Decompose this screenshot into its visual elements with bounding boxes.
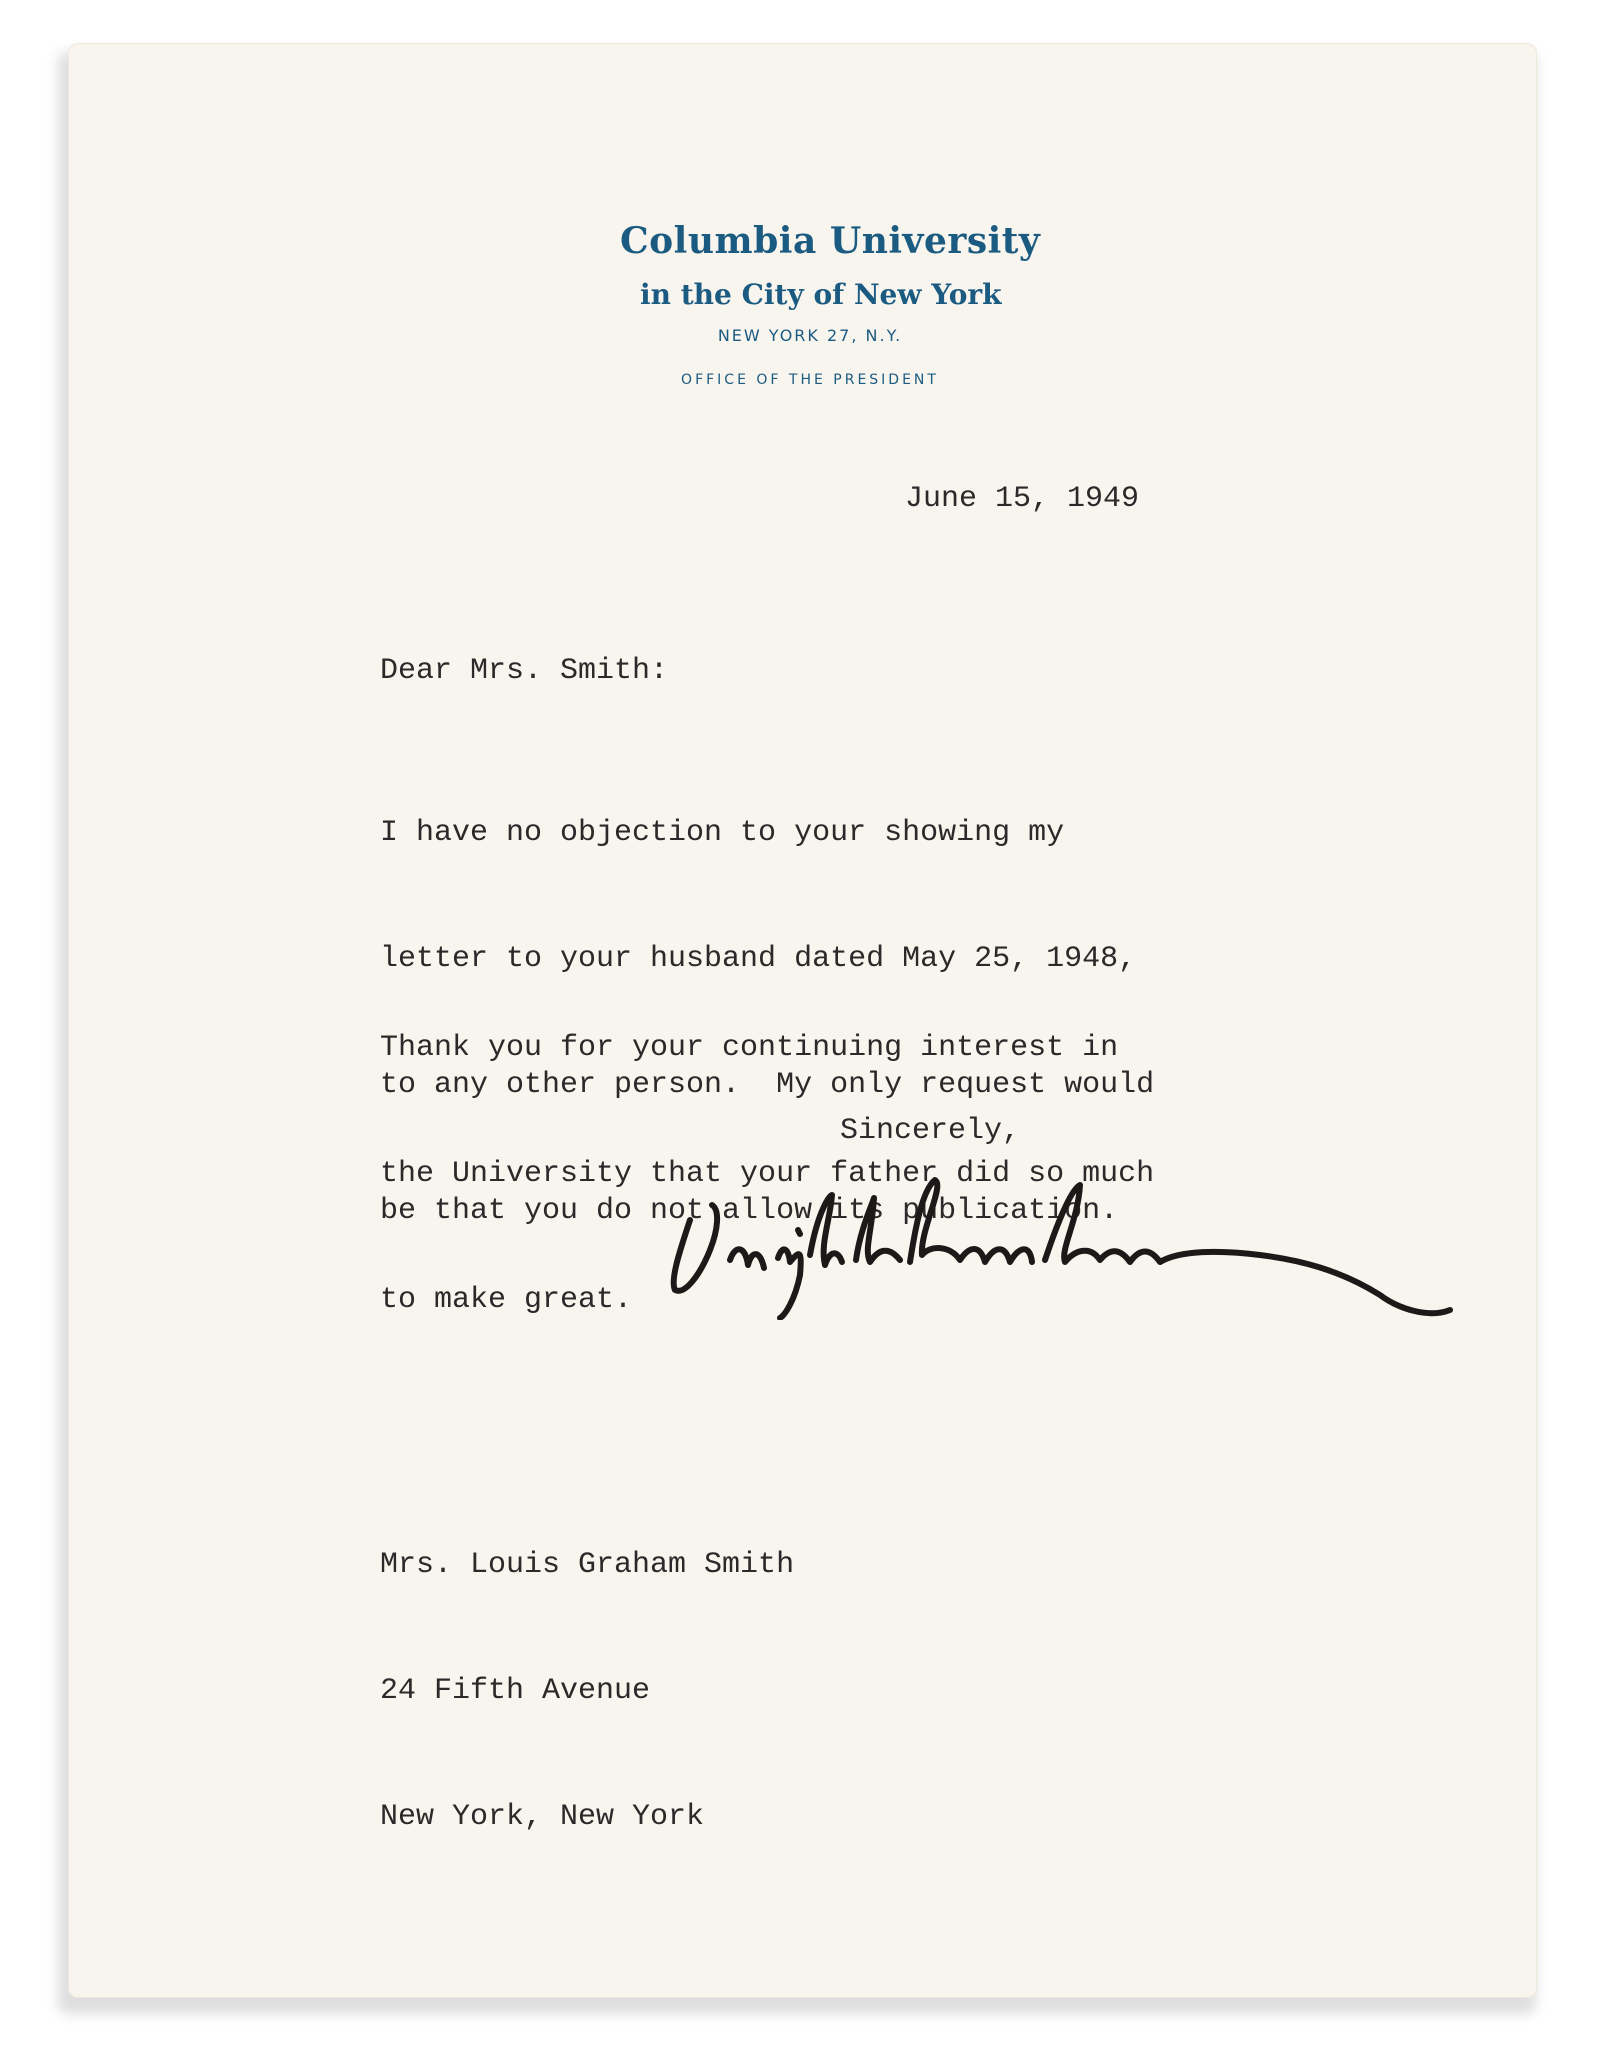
recipient-street: 24 Fifth Avenue xyxy=(380,1674,651,1708)
paragraph-line: to make great. xyxy=(380,1283,633,1317)
paragraph-line: letter to your husband dated May 25, 1948, xyxy=(380,942,1137,976)
handwritten-signature xyxy=(660,1150,1460,1320)
letter-date: June 15, 1949 xyxy=(905,482,1140,516)
paragraph-line: be that you do not allow its publication. xyxy=(380,1194,1119,1228)
paragraph-line: Thank you for your continuing interest in xyxy=(380,1031,1119,1065)
recipient-name: Mrs. Louis Graham Smith xyxy=(380,1548,795,1582)
letterhead-institution: Columbia University xyxy=(620,220,1041,262)
salutation: Dear Mrs. Smith: xyxy=(380,654,669,688)
letterhead-address: NEW YORK 27, N.Y. xyxy=(717,326,903,345)
paragraph-line: I have no objection to your showing my xyxy=(380,816,1065,850)
letterhead-city-line: in the City of New York xyxy=(640,278,1002,311)
recipient-address xyxy=(380,1460,794,1880)
letterhead-office: OFFICE OF THE PRESIDENT xyxy=(681,372,939,388)
paragraph-line: the University that your father did so much xyxy=(380,1157,1155,1191)
paragraph-line: to any other person. My only request would xyxy=(380,1068,1155,1102)
recipient-city: New York, New York xyxy=(380,1800,705,1834)
closing: Sincerely, xyxy=(840,1114,1021,1148)
